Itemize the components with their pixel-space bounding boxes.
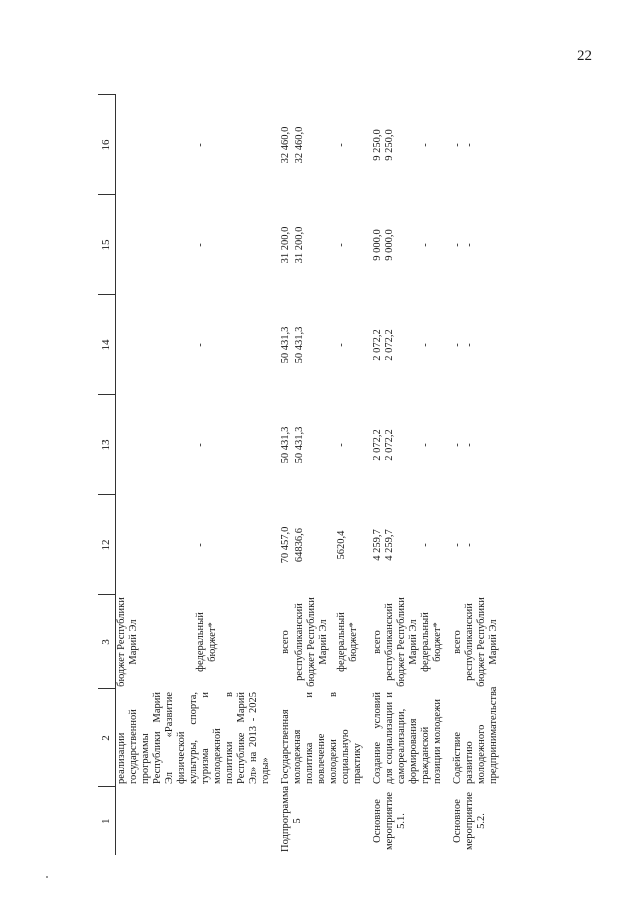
table-header — [98, 95, 116, 855]
amount-cell: 5620,4 — [336, 530, 347, 560]
page-number: 22 — [577, 48, 592, 64]
amount-cell: - — [464, 543, 475, 547]
amount-cell: - — [336, 343, 347, 347]
funding-source-cell: республиканский бюджет Республики Марий Эл — [294, 597, 329, 687]
amount-cell — [116, 195, 195, 295]
budget-table — [98, 95, 508, 856]
column-header: 15 — [98, 195, 116, 295]
amount-cell: 31 200,0 — [280, 226, 291, 264]
amount-cell: 31 200,0 — [294, 226, 305, 264]
amount-cell: - — [420, 443, 431, 447]
row-spacer — [272, 95, 280, 855]
table-row — [116, 95, 195, 855]
funding-source-cell: всего — [452, 630, 463, 654]
funding-source-cell: республиканский бюджет Республики Марий Эл — [384, 597, 419, 687]
amount-cell: - — [194, 143, 206, 147]
column-header: 3 — [98, 595, 116, 689]
amount-cell: - — [464, 443, 475, 447]
amount-cell — [116, 395, 195, 495]
amount-cell: - — [336, 443, 347, 447]
rotated-table-container — [98, 95, 618, 855]
table-row — [452, 95, 464, 855]
program-description-cell: Государственная молодежная политика и вовлечение молодежи в социальную практику — [280, 692, 363, 784]
amount-cell: - — [452, 443, 463, 447]
funding-source-cell: федеральный бюджет* — [420, 612, 443, 672]
program-description-cell: Создание условий для социализации и самореализации, формирования гражданской позиции молодежи — [372, 692, 443, 784]
amount-cell: 32 460,0 — [280, 126, 291, 164]
column-header: 12 — [98, 495, 116, 595]
column-header: 16 — [98, 95, 116, 195]
amount-cell: - — [464, 343, 475, 347]
amount-cell: - — [420, 343, 431, 347]
amount-cell: 2 072,2 — [384, 429, 395, 461]
scan-speck — [46, 876, 48, 878]
amount-cell: 9 250,0 — [372, 129, 383, 161]
amount-cell: 9 000,0 — [384, 229, 395, 261]
program-code-cell: Основное мероприятие 5.2. — [452, 792, 487, 850]
amount-cell — [116, 295, 195, 395]
amount-cell: - — [336, 243, 347, 247]
amount-cell: - — [420, 143, 431, 147]
column-header: 14 — [98, 295, 116, 395]
amount-cell: 2 072,2 — [384, 329, 395, 361]
row-spacer — [444, 95, 452, 855]
amount-cell: - — [336, 143, 347, 147]
funding-source-cell: бюджет Республики Марий Эл — [116, 597, 139, 687]
amount-cell: 9 250,0 — [384, 129, 395, 161]
program-code-cell: Подпрограмма 5 — [280, 785, 303, 852]
amount-cell: - — [420, 243, 431, 247]
amount-cell: 4 259,7 — [372, 529, 383, 561]
row-spacer-cell — [272, 95, 280, 855]
amount-cell: - — [194, 243, 206, 247]
row-spacer — [500, 95, 508, 855]
amount-cell: 50 431,3 — [294, 326, 305, 364]
amount-cell: - — [194, 343, 206, 347]
amount-cell — [116, 495, 195, 595]
column-header: 1 — [98, 787, 116, 855]
amount-cell: 50 431,3 — [280, 426, 291, 464]
amount-cell: 9 000,0 — [372, 229, 383, 261]
amount-cell: - — [452, 143, 463, 147]
amount-cell: 50 431,3 — [294, 426, 305, 464]
funding-source-cell: всего — [280, 630, 291, 654]
amount-cell: - — [452, 343, 463, 347]
program-code-cell: Основное мероприятие 5.1. — [372, 792, 407, 850]
amount-cell: 70 457,0 — [280, 526, 291, 564]
amount-cell — [116, 95, 195, 195]
amount-cell: 2 072,2 — [372, 429, 383, 461]
row-spacer-cell — [500, 95, 508, 855]
table-row — [372, 95, 384, 855]
amount-cell: - — [464, 243, 475, 247]
funding-source-cell: федеральный бюджет* — [194, 612, 218, 672]
amount-cell: - — [420, 543, 431, 547]
amount-cell: 32 460,0 — [294, 126, 305, 164]
row-spacer — [364, 95, 372, 855]
table-body — [116, 95, 509, 855]
table-row — [280, 95, 294, 855]
column-header: 2 — [98, 689, 116, 787]
amount-cell: - — [452, 543, 463, 547]
funding-source-cell: всего — [372, 630, 383, 654]
amount-cell: - — [464, 143, 475, 147]
amount-cell: - — [452, 243, 463, 247]
amount-cell: - — [194, 443, 206, 447]
amount-cell: 50 431,3 — [280, 326, 291, 364]
amount-cell: 4 259,7 — [384, 529, 395, 561]
funding-source-cell: федеральный бюджет* — [336, 612, 359, 672]
column-header: 13 — [98, 395, 116, 495]
amount-cell: 64836,6 — [294, 527, 305, 563]
row-spacer-cell — [364, 95, 372, 855]
amount-cell: - — [194, 543, 206, 547]
program-description-cell: Содействие развитию молодежного предпринимательства — [452, 686, 499, 784]
program-code-cell — [116, 787, 273, 855]
amount-cell: 2 072,2 — [372, 329, 383, 361]
program-description-cell: реализации государственной программы Республики Марий Эл «Развитие физической культуры, спорта, туризма и молодежной политики в Республике Марий Эл» на 2013 - 2025 годы» — [116, 692, 271, 784]
row-spacer-cell — [444, 95, 452, 855]
funding-source-cell: республиканский бюджет Республики Марий Эл — [464, 597, 499, 687]
